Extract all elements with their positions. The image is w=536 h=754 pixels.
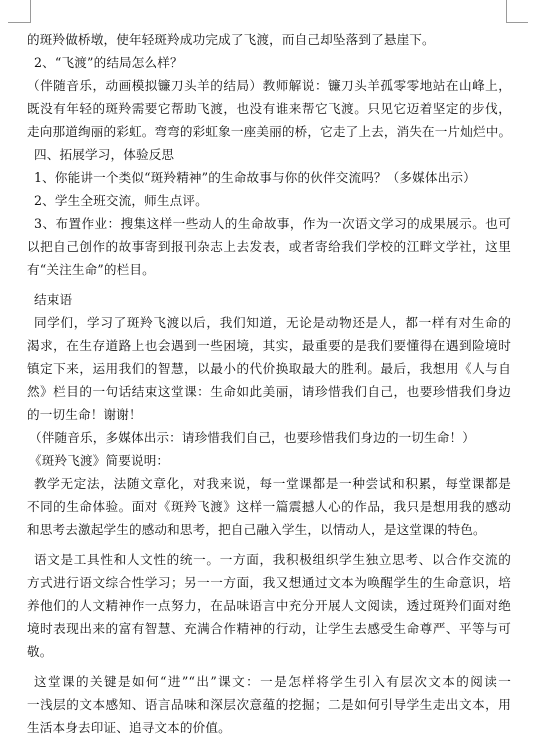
paragraph-line: 和思考去激起学生的感动和思考，把自己融入学生，以情动人，是这堂课的特色。 <box>27 522 486 537</box>
paragraph-line: 同学们，学习了斑羚飞渡以后，我们知道，无论是动物还是人，都一样有对生命的 <box>34 315 511 330</box>
section-heading: 《斑羚飞渡》简要说明： <box>29 453 170 468</box>
paragraph-line: 的斑羚做桥墩，使年轻斑羚成功完成了飞渡，而自己却坠落到了悬崖下。 <box>27 32 435 47</box>
paragraph-line: （伴随音乐，多媒体出示：请珍惜我们自己，也要珍惜我们身边的一切生命！） <box>29 430 476 445</box>
corner-crop-mark-top-right <box>506 22 528 23</box>
paragraph-line: 渴求，在生存道路上也会遇到一些困境，其实，最重要的是我们要懂得在遇到险境时 <box>27 338 511 353</box>
paragraph-line: 敬。 <box>27 644 53 659</box>
paragraph-line: 语文是工具性和人文性的统一。一方面，我积极组织学生独立思考、以合作交流的 <box>34 552 511 567</box>
paragraph-line: 走向那道绚丽的彩虹。弯弯的彩虹象一座美丽的桥，它走了上去，消失在一片灿烂中。 <box>27 124 511 139</box>
paragraph-line: 一浅层的文本感知、语言品味和深层次意蕴的挖掘；二是如何引导学生走出文本，用 <box>27 697 511 712</box>
paragraph-line: 不同的生命体验。面对《斑羚飞渡》这样一篇震撼人心的作品，我只是想用我的感动 <box>27 499 511 514</box>
paragraph-line: 镇定下来，运用我们的智慧，以最小的代价换取最大的胜利。最后，我想用《人与自 <box>27 361 511 376</box>
section-heading: 结束语 <box>34 292 73 307</box>
paragraph-line: 的一切生命！谢谢！ <box>27 407 142 422</box>
document-body <box>27 28 511 739</box>
paragraph-line: 这堂课的关键是如何“进”“出”课文：一是怎样将学生引入有层次文本的阅读一 <box>34 674 511 689</box>
paragraph-line: 方式进行语文综合性学习；另一一方面，我又想通过文本为唤醒学生的生命意识，培 <box>27 575 511 590</box>
paragraph-line: 教学无定法，法随文章化，对我来说，每一堂课都是一种尝试和积累，每堂课都是 <box>34 476 511 491</box>
paragraph-line: 有“关注生命”的栏目。 <box>27 262 155 277</box>
paragraph-line: （伴随音乐，动画模拟镰刀头羊的结局）教师解说：镰刀头羊孤零零地站在山峰上， <box>27 78 511 93</box>
paragraph-line: 以把自己创作的故事寄到报刊杂志上去发表，或者寄给我们学校的江畔文学社，这里 <box>27 239 511 254</box>
question-heading: 2、“飞渡”的结局怎么样？ <box>34 55 183 70</box>
paragraph-line: 既没有年轻的斑羚需要它帮助飞渡，也没有谁来帮它飞渡。只见它迈着坚定的步伐， <box>27 101 511 116</box>
paragraph-line: 境时表现出来的富有智慧、充满合作精神的行动，让学生去感受生命尊严、平等与可 <box>27 621 511 636</box>
list-item: 3、布置作业：搜集这样一些动人的生命故事，作为一次语文学习的成果展示。也可 <box>34 216 511 231</box>
list-item: 1、你能讲一个类似“斑羚精神”的生命故事与你的伙伴交流吗？（多媒体出示） <box>34 170 476 185</box>
paragraph-line: 生活本身去印证、追寻文本的价值。 <box>27 720 231 735</box>
paragraph-line: 然》栏目的一句话结束这堂课：生命如此美丽，请珍惜我们自己，也要珍惜我们身边 <box>27 384 511 399</box>
list-item: 2、学生全班交流，师生点评。 <box>34 193 208 208</box>
paragraph-line: 养他们的人文精神作一点努力，在品味语言中充分开展人文阅读，透过斑羚们面对绝 <box>27 598 511 613</box>
corner-crop-mark-top-right <box>506 0 507 22</box>
corner-crop-mark-top-left <box>8 22 31 23</box>
section-heading: 四、拓展学习，体验反思 <box>34 147 175 162</box>
corner-crop-mark-top-left <box>30 0 31 22</box>
